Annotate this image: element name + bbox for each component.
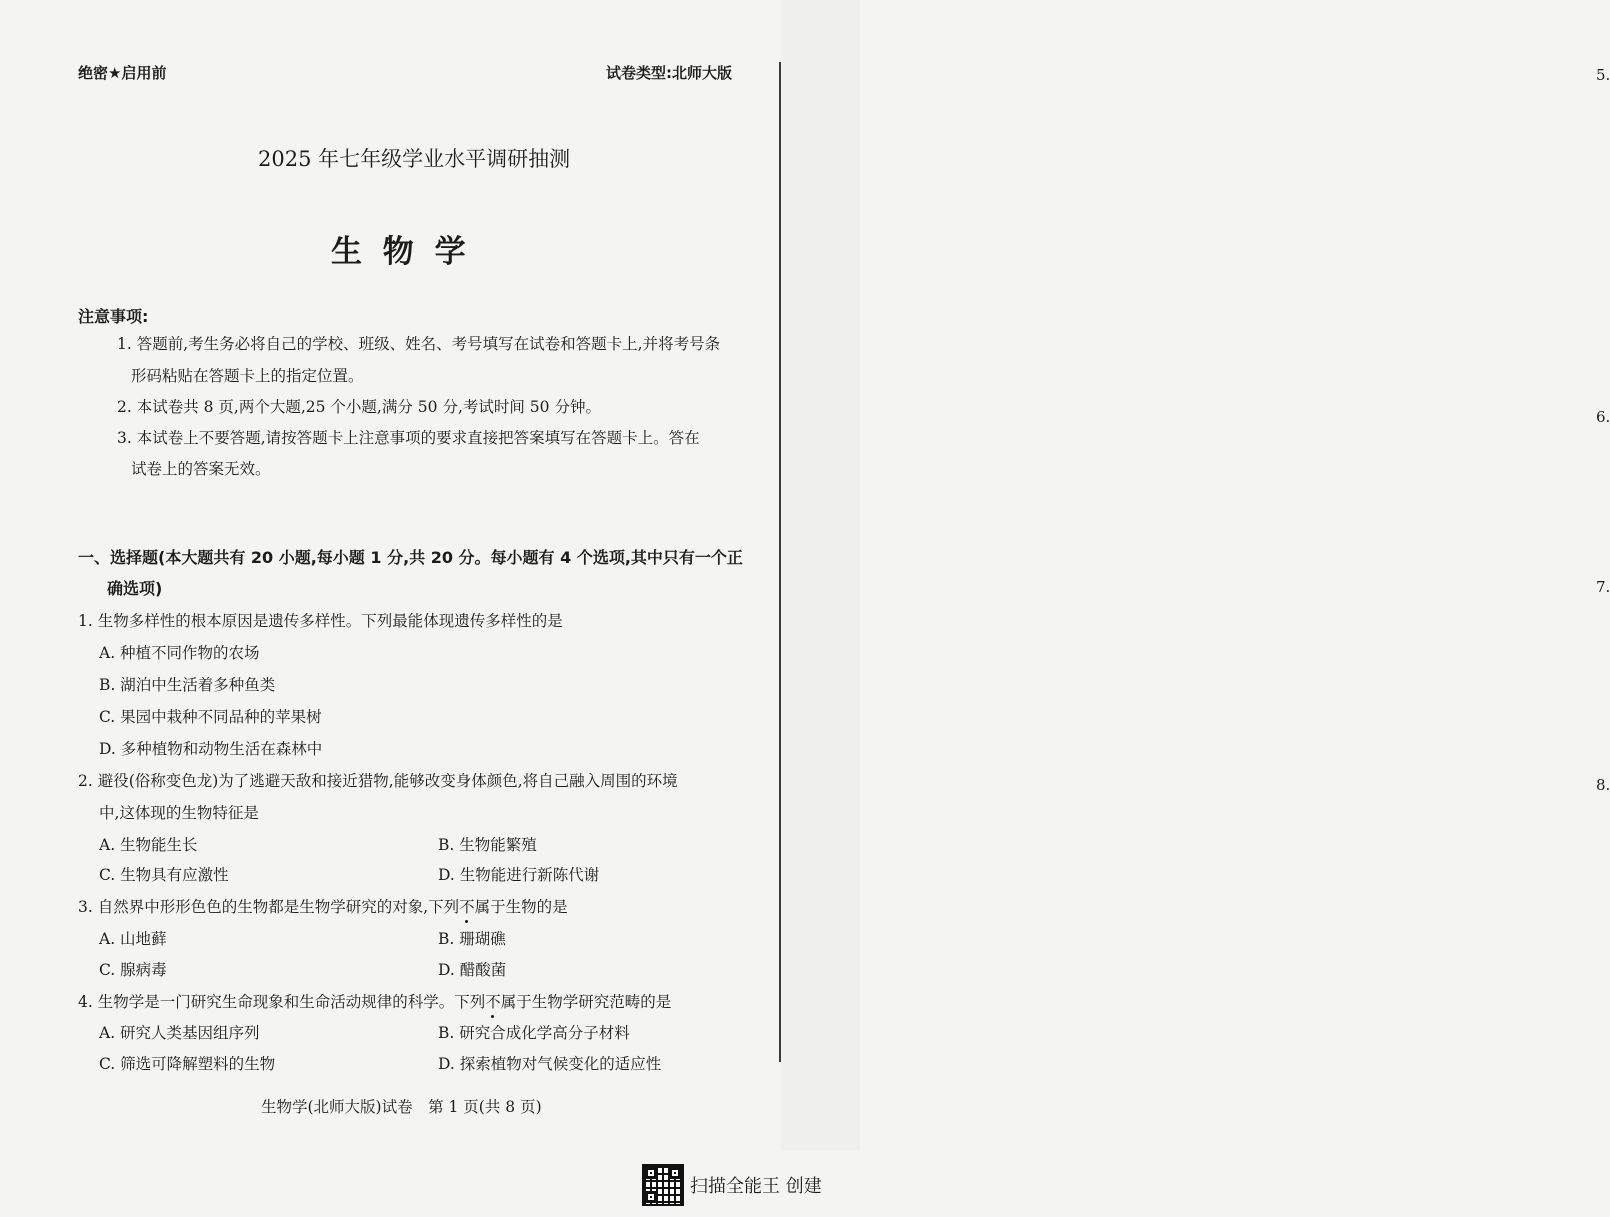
notice-item: 1. 答题前,考生务必将自己的学校、班级、姓名、考号填写在试卷和答题卡上,并将考号条 — [117, 335, 721, 353]
option-a: A. 研究人类基因组序列 — [99, 1024, 260, 1042]
option-a: A. 山地藓 — [99, 930, 167, 948]
emphasis-mark: 不 — [459, 898, 475, 916]
page-footer: 生物学(北师大版)试卷 第 1 页(共 8 页) — [261, 1098, 542, 1116]
section-heading: 一、选择题(本大题共有 20 小题,每小题 1 分,共 20 分。每小题有 4 个选项,其中只有一个正 — [78, 548, 743, 567]
option-d: D. 多种植物和动物生活在森林中 — [99, 740, 323, 758]
notice-item-continuation: 形码粘贴在答题卡上的指定位置。 — [131, 367, 364, 385]
next-page-question-number: 5. — [1596, 66, 1610, 84]
notice-item-continuation: 试卷上的答案无效。 — [131, 460, 271, 478]
question-stem: 4. 生物学是一门研究生命现象和生命活动规律的科学。下列不属于生物学研究范畴的是 — [78, 993, 672, 1011]
question-stem: 2. 避役(俗称变色龙)为了逃避天敌和接近猎物,能够改变身体颜色,将自己融入周围的环境 — [78, 772, 678, 790]
watermark-text: 扫描全能王 创建 — [690, 1176, 822, 1197]
section-heading-continuation: 确选项) — [107, 579, 163, 598]
notice-heading: 注意事项: — [78, 307, 149, 326]
option-d: D. 醋酸菌 — [438, 961, 507, 979]
option-a: A. 种植不同作物的农场 — [99, 644, 260, 662]
confidential-label: 绝密★启用前 — [78, 64, 167, 82]
qr-code-icon — [642, 1164, 684, 1206]
next-page-question-number: 8. — [1596, 776, 1610, 794]
notice-item: 3. 本试卷上不要答题,请按答题卡上注意事项的要求直接把答案填写在答题卡上。答在 — [117, 429, 700, 447]
option-b: B. 生物能繁殖 — [438, 836, 537, 854]
option-c: C. 生物具有应激性 — [99, 866, 229, 884]
question-stem-continuation: 中,这体现的生物特征是 — [99, 804, 259, 822]
exam-title: 2025 年七年级学业水平调研抽测 — [258, 147, 571, 171]
option-b: B. 珊瑚礁 — [438, 930, 506, 948]
option-b: B. 研究合成化学高分子材料 — [438, 1024, 630, 1042]
subject-title: 生 物 学 — [331, 234, 471, 270]
next-page-question-number: 7. — [1596, 578, 1610, 596]
page-fold-line — [779, 62, 781, 1062]
paper-type-label: 试卷类型:北师大版 — [606, 64, 732, 82]
option-c: C. 筛选可降解塑料的生物 — [99, 1055, 276, 1073]
question-stem: 1. 生物多样性的根本原因是遗传多样性。下列最能体现遗传多样性的是 — [78, 612, 563, 630]
option-b: B. 湖泊中生活着多种鱼类 — [99, 676, 276, 694]
option-c: C. 果园中栽种不同品种的苹果树 — [99, 708, 322, 726]
next-page-question-number: 6. — [1596, 408, 1610, 426]
question-stem: 3. 自然界中形形色色的生物都是生物学研究的对象,下列不属于生物的是 — [78, 898, 568, 916]
notice-item: 2. 本试卷共 8 页,两个大题,25 个小题,满分 50 分,考试时间 50 分钟。 — [117, 398, 601, 416]
option-d: D. 生物能进行新陈代谢 — [438, 866, 600, 884]
emphasis-mark: 不 — [485, 993, 501, 1011]
option-c: C. 腺病毒 — [99, 961, 167, 979]
adjacent-page-strip — [781, 0, 1610, 1150]
option-a: A. 生物能生长 — [99, 836, 198, 854]
option-d: D. 探索植物对气候变化的适应性 — [438, 1055, 662, 1073]
